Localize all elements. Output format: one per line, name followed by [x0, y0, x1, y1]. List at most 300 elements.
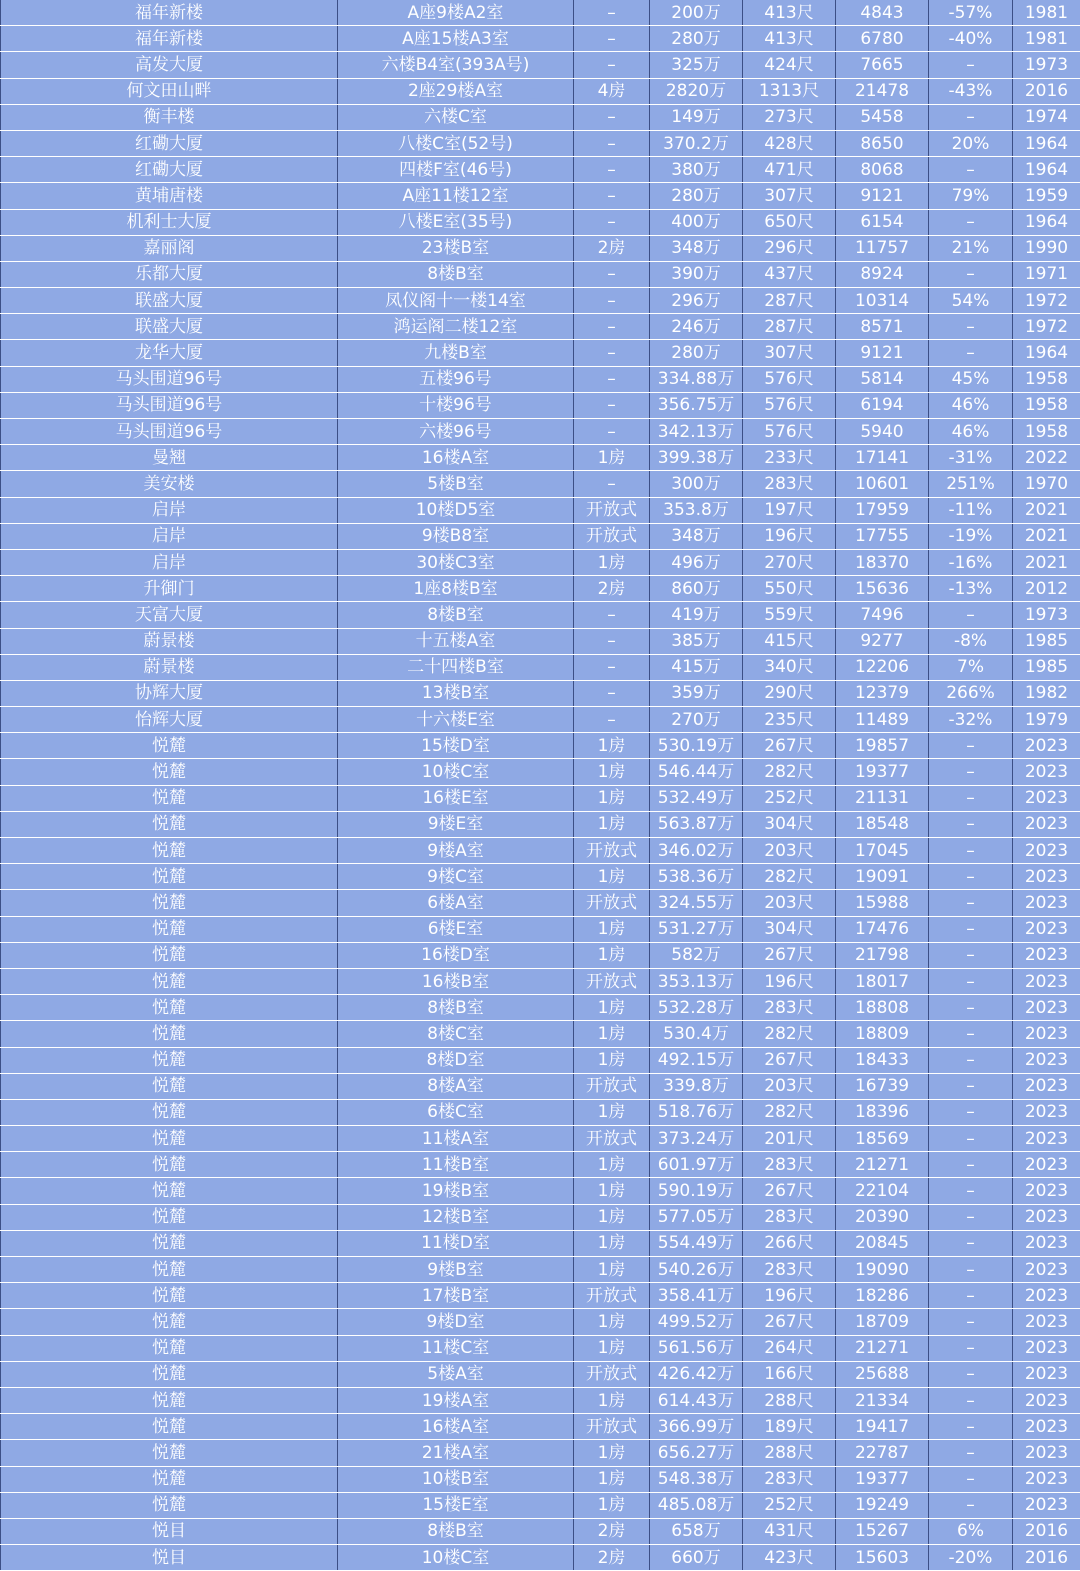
table-row [1, 1309, 1080, 1335]
area-cell: 282尺 [743, 759, 836, 785]
area-cell: 233尺 [743, 445, 836, 471]
layout-cell: – [574, 654, 650, 680]
layout-cell: 1房 [574, 1309, 650, 1335]
unit-cell: 9楼A室 [338, 838, 574, 864]
unit-price-cell: 8571 [836, 314, 929, 340]
area-cell: 296尺 [743, 235, 836, 261]
price-cell: 325万 [650, 52, 743, 78]
layout-cell: – [574, 314, 650, 340]
unit-price-cell: 19417 [836, 1414, 929, 1440]
price-cell: 399.38万 [650, 445, 743, 471]
table-row [1, 497, 1080, 523]
price-cell: 531.27万 [650, 916, 743, 942]
layout-cell: – [574, 628, 650, 654]
change-cell: – [929, 602, 1013, 628]
table-row [1, 26, 1080, 52]
year-cell: 2023 [1013, 811, 1080, 837]
change-cell: 54% [929, 288, 1013, 314]
price-cell: 563.87万 [650, 811, 743, 837]
unit-price-cell: 18017 [836, 968, 929, 994]
transactions-table-body [1, 0, 1080, 1571]
unit-price-cell: 16739 [836, 1073, 929, 1099]
estate-name-cell: 红磡大厦 [1, 157, 338, 183]
area-cell: 267尺 [743, 942, 836, 968]
layout-cell: 开放式 [574, 1283, 650, 1309]
change-cell: – [929, 314, 1013, 340]
area-cell: 550尺 [743, 576, 836, 602]
estate-name-cell: 乐都大厦 [1, 261, 338, 287]
price-cell: 300万 [650, 471, 743, 497]
estate-name-cell: 蔚景楼 [1, 628, 338, 654]
table-row [1, 104, 1080, 130]
layout-cell: 开放式 [574, 1414, 650, 1440]
layout-cell: – [574, 104, 650, 130]
estate-name-cell: 悦麓 [1, 1387, 338, 1413]
unit-price-cell: 5458 [836, 104, 929, 130]
estate-name-cell: 悦麓 [1, 942, 338, 968]
area-cell: 471尺 [743, 157, 836, 183]
change-cell: – [929, 340, 1013, 366]
year-cell: 2023 [1013, 1099, 1080, 1125]
year-cell: 2023 [1013, 1073, 1080, 1099]
estate-name-cell: 悦麓 [1, 890, 338, 916]
year-cell: 2023 [1013, 785, 1080, 811]
unit-cell: 9楼B室 [338, 1257, 574, 1283]
area-cell: 267尺 [743, 1047, 836, 1073]
layout-cell: 开放式 [574, 1126, 650, 1152]
table-row [1, 0, 1080, 26]
unit-cell: 九楼B室 [338, 340, 574, 366]
layout-cell: 开放式 [574, 523, 650, 549]
unit-cell: 二十四楼B室 [338, 654, 574, 680]
unit-price-cell: 18396 [836, 1099, 929, 1125]
year-cell: 2023 [1013, 1387, 1080, 1413]
unit-cell: 10楼D5室 [338, 497, 574, 523]
estate-name-cell: 悦麓 [1, 1414, 338, 1440]
table-row [1, 157, 1080, 183]
price-cell: 496万 [650, 549, 743, 575]
year-cell: 1964 [1013, 157, 1080, 183]
area-cell: 287尺 [743, 314, 836, 340]
table-row [1, 1152, 1080, 1178]
price-cell: 532.28万 [650, 995, 743, 1021]
change-cell: – [929, 1440, 1013, 1466]
layout-cell: 开放式 [574, 838, 650, 864]
unit-price-cell: 19377 [836, 1466, 929, 1492]
year-cell: 1985 [1013, 654, 1080, 680]
unit-cell: 12楼B室 [338, 1204, 574, 1230]
unit-price-cell: 19249 [836, 1492, 929, 1518]
unit-cell: 9楼E室 [338, 811, 574, 837]
area-cell: 166尺 [743, 1361, 836, 1387]
unit-cell: 8楼C室 [338, 1021, 574, 1047]
estate-name-cell: 悦麓 [1, 1099, 338, 1125]
area-cell: 288尺 [743, 1387, 836, 1413]
unit-price-cell: 19090 [836, 1257, 929, 1283]
table-row [1, 680, 1080, 706]
estate-name-cell: 美安楼 [1, 471, 338, 497]
price-cell: 590.19万 [650, 1178, 743, 1204]
price-cell: 400万 [650, 209, 743, 235]
layout-cell: 开放式 [574, 968, 650, 994]
table-row [1, 235, 1080, 261]
change-cell: – [929, 1257, 1013, 1283]
year-cell: 1970 [1013, 471, 1080, 497]
area-cell: 576尺 [743, 366, 836, 392]
year-cell: 1964 [1013, 209, 1080, 235]
price-cell: 656.27万 [650, 1440, 743, 1466]
estate-name-cell: 悦麓 [1, 1204, 338, 1230]
change-cell: – [929, 1361, 1013, 1387]
change-cell: – [929, 916, 1013, 942]
estate-name-cell: 悦目 [1, 1518, 338, 1544]
year-cell: 2023 [1013, 1440, 1080, 1466]
estate-name-cell: 悦麓 [1, 968, 338, 994]
unit-price-cell: 18548 [836, 811, 929, 837]
area-cell: 203尺 [743, 890, 836, 916]
area-cell: 415尺 [743, 628, 836, 654]
estate-name-cell: 启岸 [1, 549, 338, 575]
unit-price-cell: 18809 [836, 1021, 929, 1047]
table-row [1, 628, 1080, 654]
year-cell: 2023 [1013, 1204, 1080, 1230]
estate-name-cell: 启岸 [1, 523, 338, 549]
unit-price-cell: 18569 [836, 1126, 929, 1152]
change-cell: – [929, 995, 1013, 1021]
price-cell: 296万 [650, 288, 743, 314]
price-cell: 356.75万 [650, 392, 743, 418]
price-cell: 601.97万 [650, 1152, 743, 1178]
area-cell: 287尺 [743, 288, 836, 314]
price-cell: 390万 [650, 261, 743, 287]
unit-price-cell: 21131 [836, 785, 929, 811]
unit-cell: 11楼B室 [338, 1152, 574, 1178]
layout-cell: 开放式 [574, 1361, 650, 1387]
change-cell: – [929, 157, 1013, 183]
estate-name-cell: 悦麓 [1, 811, 338, 837]
unit-price-cell: 21271 [836, 1152, 929, 1178]
unit-cell: 8楼B室 [338, 995, 574, 1021]
year-cell: 2023 [1013, 1178, 1080, 1204]
unit-cell: 16楼B室 [338, 968, 574, 994]
estate-name-cell: 龙华大厦 [1, 340, 338, 366]
layout-cell: 1房 [574, 1492, 650, 1518]
area-cell: 290尺 [743, 680, 836, 706]
area-cell: 203尺 [743, 1073, 836, 1099]
layout-cell: 2房 [574, 576, 650, 602]
change-cell: 251% [929, 471, 1013, 497]
year-cell: 2016 [1013, 78, 1080, 104]
estate-name-cell: 嘉丽阁 [1, 235, 338, 261]
table-row [1, 811, 1080, 837]
estate-name-cell: 悦麓 [1, 995, 338, 1021]
estate-name-cell: 升御门 [1, 576, 338, 602]
unit-price-cell: 6194 [836, 392, 929, 418]
change-cell: -11% [929, 497, 1013, 523]
area-cell: 413尺 [743, 0, 836, 26]
unit-cell: 8楼A室 [338, 1073, 574, 1099]
unit-cell: 11楼A室 [338, 1126, 574, 1152]
change-cell: – [929, 838, 1013, 864]
estate-name-cell: 悦目 [1, 1545, 338, 1571]
change-cell: -19% [929, 523, 1013, 549]
unit-price-cell: 12206 [836, 654, 929, 680]
price-cell: 348万 [650, 235, 743, 261]
table-row [1, 1545, 1080, 1571]
area-cell: 273尺 [743, 104, 836, 130]
area-cell: 203尺 [743, 838, 836, 864]
estate-name-cell: 福年新楼 [1, 26, 338, 52]
year-cell: 2023 [1013, 1309, 1080, 1335]
year-cell: 2021 [1013, 549, 1080, 575]
layout-cell: – [574, 26, 650, 52]
unit-cell: 十楼96号 [338, 392, 574, 418]
change-cell: 266% [929, 680, 1013, 706]
change-cell: – [929, 1204, 1013, 1230]
year-cell: 2023 [1013, 916, 1080, 942]
estate-name-cell: 马头围道96号 [1, 392, 338, 418]
unit-price-cell: 25688 [836, 1361, 929, 1387]
layout-cell: 1房 [574, 916, 650, 942]
area-cell: 413尺 [743, 26, 836, 52]
unit-cell: 16楼D室 [338, 942, 574, 968]
layout-cell: 1房 [574, 811, 650, 837]
layout-cell: – [574, 707, 650, 733]
year-cell: 1964 [1013, 130, 1080, 156]
change-cell: – [929, 968, 1013, 994]
area-cell: 270尺 [743, 549, 836, 575]
change-cell: 46% [929, 392, 1013, 418]
price-cell: 660万 [650, 1545, 743, 1571]
price-cell: 280万 [650, 183, 743, 209]
unit-cell: 5楼B室 [338, 471, 574, 497]
change-cell: -43% [929, 78, 1013, 104]
layout-cell: – [574, 680, 650, 706]
change-cell: -8% [929, 628, 1013, 654]
area-cell: 252尺 [743, 785, 836, 811]
table-row [1, 916, 1080, 942]
change-cell: – [929, 890, 1013, 916]
price-cell: 518.76万 [650, 1099, 743, 1125]
layout-cell: 1房 [574, 1440, 650, 1466]
layout-cell: – [574, 340, 650, 366]
price-cell: 380万 [650, 157, 743, 183]
unit-cell: 5楼A室 [338, 1361, 574, 1387]
table-row [1, 549, 1080, 575]
change-cell: – [929, 759, 1013, 785]
table-row [1, 366, 1080, 392]
price-cell: 348万 [650, 523, 743, 549]
estate-name-cell: 悦麓 [1, 733, 338, 759]
year-cell: 2021 [1013, 497, 1080, 523]
area-cell: 288尺 [743, 1440, 836, 1466]
price-cell: 385万 [650, 628, 743, 654]
year-cell: 1964 [1013, 340, 1080, 366]
layout-cell: – [574, 157, 650, 183]
year-cell: 1981 [1013, 0, 1080, 26]
table-row [1, 1518, 1080, 1544]
unit-price-cell: 10314 [836, 288, 929, 314]
estate-name-cell: 联盛大厦 [1, 314, 338, 340]
estate-name-cell: 悦麓 [1, 916, 338, 942]
area-cell: 282尺 [743, 1021, 836, 1047]
table-row [1, 1283, 1080, 1309]
unit-price-cell: 15267 [836, 1518, 929, 1544]
change-cell: – [929, 733, 1013, 759]
unit-cell: 2座29楼A室 [338, 78, 574, 104]
year-cell: 2023 [1013, 1283, 1080, 1309]
area-cell: 235尺 [743, 707, 836, 733]
price-cell: 546.44万 [650, 759, 743, 785]
year-cell: 2023 [1013, 1230, 1080, 1256]
table-row [1, 1440, 1080, 1466]
table-row [1, 864, 1080, 890]
area-cell: 201尺 [743, 1126, 836, 1152]
estate-name-cell: 曼翘 [1, 445, 338, 471]
layout-cell: 1房 [574, 1387, 650, 1413]
unit-cell: 十五楼A室 [338, 628, 574, 654]
table-row [1, 209, 1080, 235]
price-cell: 415万 [650, 654, 743, 680]
unit-price-cell: 11489 [836, 707, 929, 733]
table-row [1, 419, 1080, 445]
area-cell: 576尺 [743, 392, 836, 418]
unit-cell: 11楼D室 [338, 1230, 574, 1256]
price-cell: 561.56万 [650, 1335, 743, 1361]
layout-cell: 1房 [574, 1230, 650, 1256]
year-cell: 1990 [1013, 235, 1080, 261]
unit-price-cell: 15636 [836, 576, 929, 602]
unit-price-cell: 17045 [836, 838, 929, 864]
change-cell: 21% [929, 235, 1013, 261]
year-cell: 2023 [1013, 733, 1080, 759]
change-cell: – [929, 811, 1013, 837]
table-row [1, 785, 1080, 811]
unit-price-cell: 18808 [836, 995, 929, 1021]
change-cell: – [929, 209, 1013, 235]
year-cell: 2023 [1013, 995, 1080, 1021]
estate-name-cell: 悦麓 [1, 1047, 338, 1073]
layout-cell: – [574, 183, 650, 209]
layout-cell: 1房 [574, 1335, 650, 1361]
year-cell: 2023 [1013, 968, 1080, 994]
year-cell: 1985 [1013, 628, 1080, 654]
unit-price-cell: 9277 [836, 628, 929, 654]
table-row [1, 1099, 1080, 1125]
change-cell: – [929, 785, 1013, 811]
unit-cell: 8楼B室 [338, 1518, 574, 1544]
unit-price-cell: 17476 [836, 916, 929, 942]
year-cell: 1958 [1013, 366, 1080, 392]
year-cell: 2021 [1013, 523, 1080, 549]
table-row [1, 1387, 1080, 1413]
estate-name-cell: 启岸 [1, 497, 338, 523]
price-cell: 370.2万 [650, 130, 743, 156]
estate-name-cell: 悦麓 [1, 1440, 338, 1466]
price-cell: 540.26万 [650, 1257, 743, 1283]
price-cell: 492.15万 [650, 1047, 743, 1073]
table-row [1, 890, 1080, 916]
price-cell: 532.49万 [650, 785, 743, 811]
area-cell: 252尺 [743, 1492, 836, 1518]
price-cell: 324.55万 [650, 890, 743, 916]
area-cell: 283尺 [743, 1204, 836, 1230]
table-row [1, 1492, 1080, 1518]
unit-price-cell: 11757 [836, 235, 929, 261]
unit-cell: 10楼C室 [338, 759, 574, 785]
area-cell: 576尺 [743, 419, 836, 445]
estate-name-cell: 悦麓 [1, 1257, 338, 1283]
year-cell: 2023 [1013, 1126, 1080, 1152]
unit-price-cell: 19857 [836, 733, 929, 759]
price-cell: 270万 [650, 707, 743, 733]
unit-price-cell: 8068 [836, 157, 929, 183]
price-cell: 530.4万 [650, 1021, 743, 1047]
change-cell: -13% [929, 576, 1013, 602]
layout-cell: 1房 [574, 1178, 650, 1204]
change-cell: – [929, 1230, 1013, 1256]
area-cell: 266尺 [743, 1230, 836, 1256]
table-row [1, 1073, 1080, 1099]
layout-cell: – [574, 419, 650, 445]
table-row [1, 995, 1080, 1021]
layout-cell: 2房 [574, 1545, 650, 1571]
area-cell: 304尺 [743, 916, 836, 942]
unit-cell: 13楼B室 [338, 680, 574, 706]
unit-price-cell: 15988 [836, 890, 929, 916]
year-cell: 2012 [1013, 576, 1080, 602]
table-row [1, 602, 1080, 628]
estate-name-cell: 悦麓 [1, 1178, 338, 1204]
price-cell: 554.49万 [650, 1230, 743, 1256]
area-cell: 307尺 [743, 183, 836, 209]
area-cell: 267尺 [743, 1309, 836, 1335]
year-cell: 1974 [1013, 104, 1080, 130]
year-cell: 1973 [1013, 602, 1080, 628]
price-cell: 342.13万 [650, 419, 743, 445]
unit-price-cell: 17141 [836, 445, 929, 471]
table-row [1, 523, 1080, 549]
layout-cell: 开放式 [574, 497, 650, 523]
estate-name-cell: 悦麓 [1, 1073, 338, 1099]
unit-cell: 五楼96号 [338, 366, 574, 392]
year-cell: 2023 [1013, 1047, 1080, 1073]
estate-name-cell: 高发大厦 [1, 52, 338, 78]
area-cell: 428尺 [743, 130, 836, 156]
price-cell: 582万 [650, 942, 743, 968]
layout-cell: 1房 [574, 1466, 650, 1492]
layout-cell: 1房 [574, 1021, 650, 1047]
table-row [1, 1178, 1080, 1204]
year-cell: 2023 [1013, 1466, 1080, 1492]
unit-price-cell: 9121 [836, 183, 929, 209]
estate-name-cell: 蔚景楼 [1, 654, 338, 680]
unit-cell: 6楼E室 [338, 916, 574, 942]
area-cell: 424尺 [743, 52, 836, 78]
table-row [1, 707, 1080, 733]
unit-cell: 8楼B室 [338, 602, 574, 628]
price-cell: 860万 [650, 576, 743, 602]
estate-name-cell: 福年新楼 [1, 0, 338, 26]
change-cell: – [929, 1466, 1013, 1492]
unit-price-cell: 5940 [836, 419, 929, 445]
unit-cell: 16楼A室 [338, 1414, 574, 1440]
area-cell: 196尺 [743, 968, 836, 994]
price-cell: 359万 [650, 680, 743, 706]
unit-price-cell: 8650 [836, 130, 929, 156]
change-cell: – [929, 1492, 1013, 1518]
table-row [1, 1230, 1080, 1256]
